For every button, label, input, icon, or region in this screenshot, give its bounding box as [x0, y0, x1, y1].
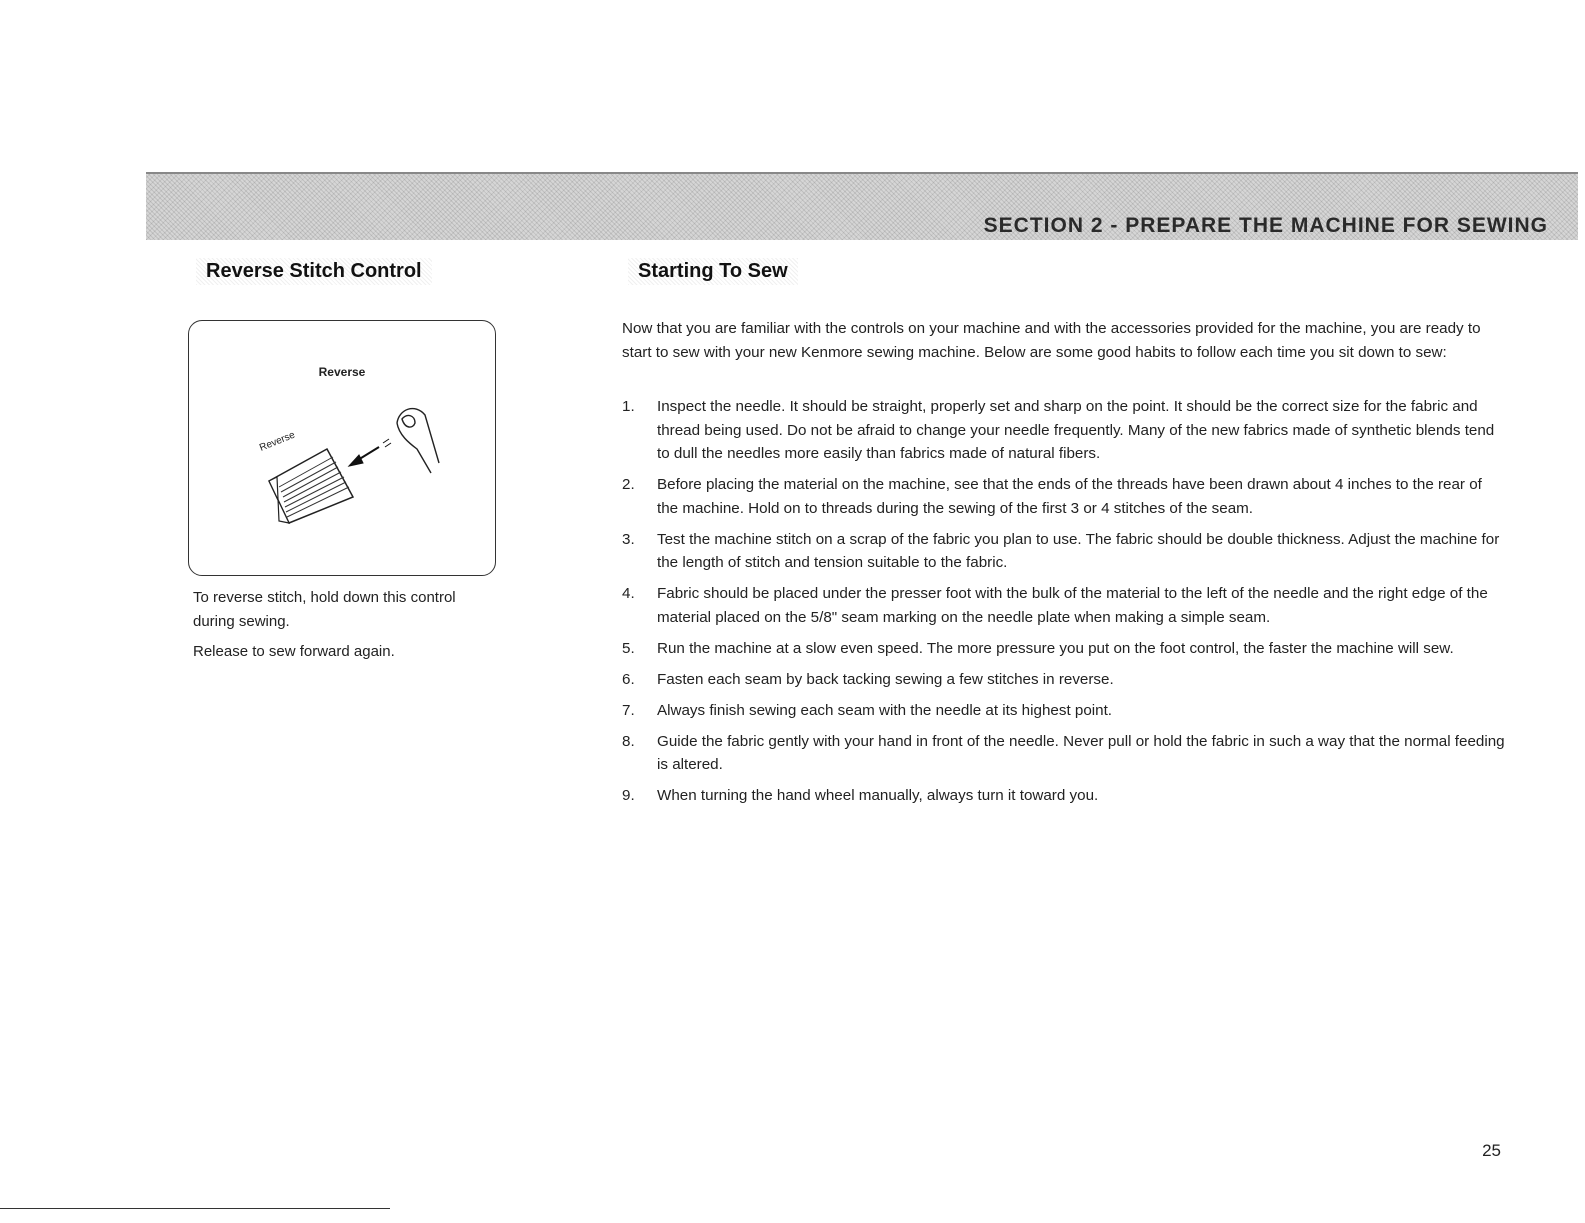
step-text: Test the machine stitch on a scrap of the fabric you plan to use. The fabric should be double thickness. Adjust the machine for the length of stitch and tension suitable to the fabric.: [657, 530, 1500, 571]
list-item: [622, 784, 1506, 808]
list-item: [622, 699, 1506, 723]
section-banner: [146, 172, 1578, 240]
step-number: 9.: [622, 787, 635, 804]
page-number: 25: [1482, 1141, 1501, 1160]
list-item: [622, 582, 1506, 629]
intro-paragraph: Now that you are familiar with the controls on your machine and with the accessories provided for the machine, you are ready to start to sew with your new Kenmore sewing machine. Below are some good habits to follow each time you sit down to sew:: [622, 320, 1481, 361]
step-number: 5.: [622, 639, 635, 657]
step-number: 2.: [622, 476, 635, 493]
step-text: Run the machine at a slow even speed. The more pressure you put on the foot control, the faster the machine will sew.: [657, 639, 1454, 657]
finger-icon: [397, 409, 439, 473]
list-item: [622, 730, 1506, 777]
step-number: 3.: [622, 530, 635, 548]
reverse-stitch-heading: Reverse Stitch Control: [196, 258, 432, 285]
list-item: [622, 637, 1506, 661]
list-item: [622, 395, 1506, 466]
push-arrow-icon: [349, 439, 391, 466]
step-text: Before placing the material on the machine, see that the ends of the threads have been drawn about 4 inches to the rear of the machine. Hold on to threads during the sewing of the first 3 or 4 stitches of the seam.: [657, 476, 1482, 517]
step-text: Always finish sewing each seam with the needle at its highest point.: [657, 701, 1113, 719]
list-item: [622, 473, 1506, 520]
control-text: Reverse: [258, 429, 297, 454]
reverse-control-figure: [188, 320, 496, 576]
figure-label: Reverse: [318, 365, 366, 379]
caption-hold: To reverse stitch, hold down this control during sewing.: [193, 589, 456, 630]
starting-to-sew-heading: Starting To Sew: [628, 258, 798, 285]
caption-release: Release to sew forward again.: [193, 643, 395, 660]
bottom-rule: [0, 1208, 390, 1209]
step-number: 6.: [622, 670, 635, 688]
step-text: Fabric should be placed under the presser foot with the bulk of the material to the left of the needle and the right edge of the material placed on the 5/8" seam marking on the needle plate when making a simple seam.: [657, 585, 1488, 626]
step-number: 8.: [622, 732, 635, 750]
list-item: [622, 528, 1506, 575]
step-number: 4.: [622, 585, 635, 602]
reverse-lever-illustration: [249, 391, 449, 531]
reverse-lever-icon: [269, 449, 353, 523]
step-number: 1.: [622, 398, 635, 415]
step-text: Fasten each seam by back tacking sewing a few stitches in reverse.: [657, 670, 1114, 688]
sewing-steps-list: [622, 395, 1506, 815]
step-text: Guide the fabric gently with your hand in front of the needle. Never pull or hold the fabric in such a way that the normal feeding is altered.: [657, 732, 1505, 773]
step-number: 7.: [622, 701, 635, 719]
section-title: SECTION 2 - PREPARE THE MACHINE FOR SEWING: [983, 214, 1548, 237]
step-text: Inspect the needle. It should be straight, properly set and sharp on the point. It should be the correct size for the fabric and thread being used. Do not be afraid to change your needle frequently. Many of the new fabrics made of synthetic blends tend to dull the needles more easily than fabrics made of natural fibers.: [657, 398, 1495, 462]
list-item: [622, 668, 1506, 692]
step-text: When turning the hand wheel manually, always turn it toward you.: [657, 787, 1099, 804]
